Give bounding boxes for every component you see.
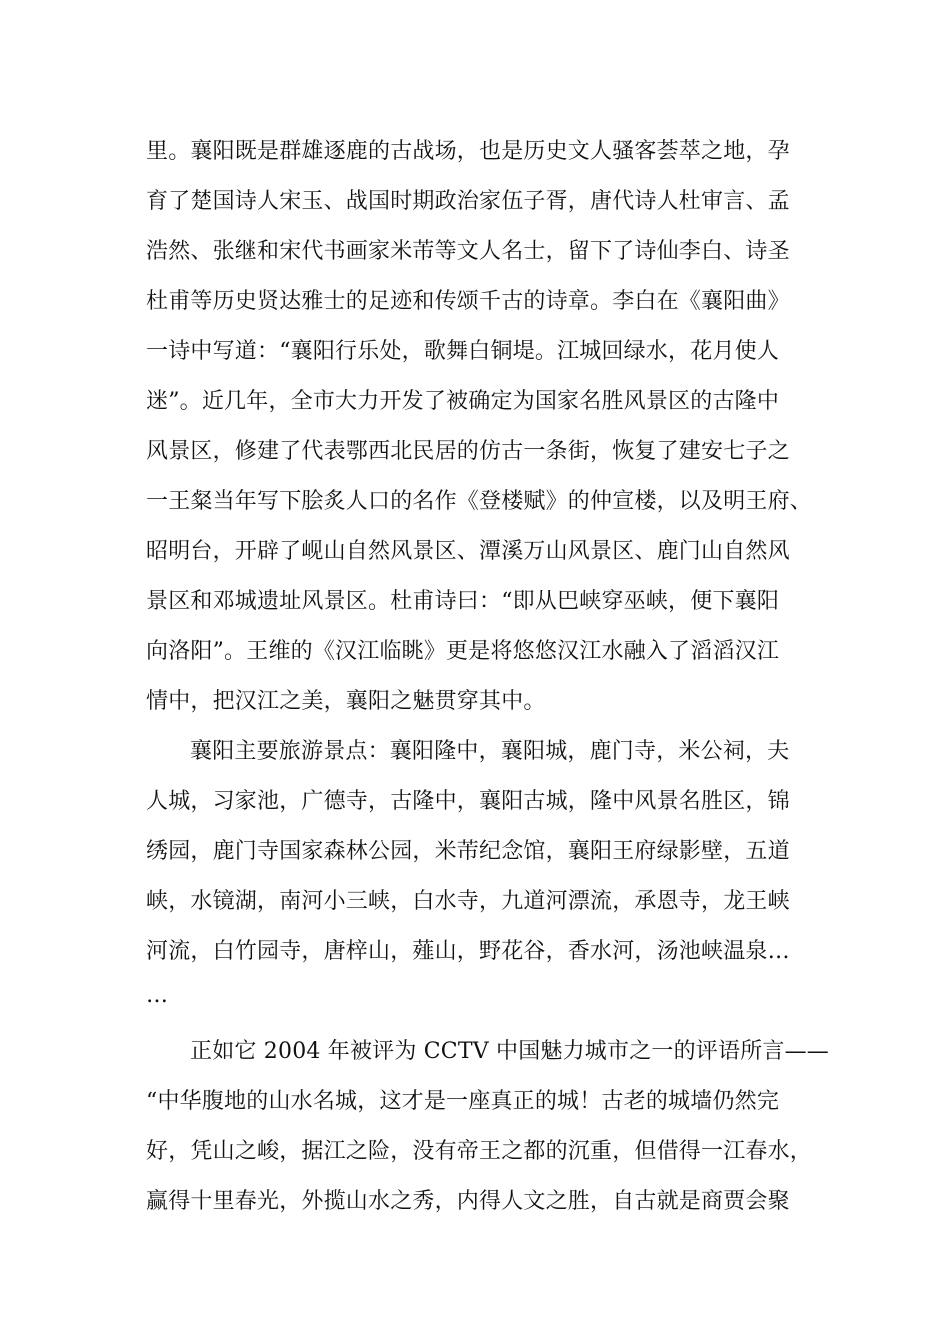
paragraph-first-line: 正如它 2004 年被评为 CCTV 中国魅力城市之一的评语所言—— — [190, 1039, 829, 1064]
text-line: 杜甫等历史贤达雅士的足迹和传颂千古的诗章。李白在《襄阳曲》 — [146, 289, 790, 314]
text-line: 赢得十里春光，外揽山水之秀，内得人文之胜，自古就是商贾会聚 — [146, 1189, 790, 1214]
text-line: 情中，把汉江之美，襄阳之魅贯穿其中。 — [146, 689, 546, 714]
text-line: 一诗中写道：“襄阳行乐处，歌舞白铜堤。江城回绿水，花月使人 — [146, 339, 780, 364]
text-line: 昭明台，开辟了岘山自然风景区、潭溪万山风景区、鹿门山自然风 — [146, 539, 790, 564]
text-line: 育了楚国诗人宋玉、战国时期政治家伍子胥，唐代诗人杜审言、孟 — [146, 189, 790, 214]
text-line: 景区和邓城遗址风景区。杜甫诗曰：“即从巴峡穿巫峡，便下襄阳 — [146, 589, 780, 614]
text-line: 好，凭山之峻，据江之险，没有帝王之都的沉重，但借得一江春水， — [146, 1139, 813, 1164]
text-line: 人城，习家池，广德寺，古隆中，襄阳古城，隆中风景名胜区，锦 — [146, 789, 790, 814]
text-line: 河流，白竹园寺，唐梓山，薤山，野花谷，香水河，汤池峡温泉… — [146, 939, 790, 964]
text-line: “中华腹地的山水名城，这才是一座真正的城！古老的城墙仍然完 — [146, 1089, 780, 1114]
text-line: 峡，水镜湖，南河小三峡，白水寺，九道河漂流，承恩寺，龙王峡 — [146, 889, 790, 914]
text-line: … — [146, 983, 169, 1008]
text-line: 向洛阳”。王维的《汉江临眺》更是将悠悠汉江水融入了滔滔汉江 — [146, 639, 780, 664]
text-line: 一王粲当年写下脍炙人口的名作《登楼赋》的仲宣楼，以及明王府、 — [146, 489, 813, 514]
text-line: 里。襄阳既是群雄逐鹿的古战场，也是历史文人骚客荟萃之地，孕 — [146, 139, 790, 164]
text-line: 绣园，鹿门寺国家森林公园，米芾纪念馆，襄阳王府绿影壁，五道 — [146, 839, 790, 864]
text-line: 迷”。近几年，全市大力开发了被确定为国家名胜风景区的古隆中 — [146, 389, 780, 414]
paragraph-first-line: 襄阳主要旅游景点：襄阳隆中，襄阳城，鹿门寺，米公祠，夫 — [190, 739, 790, 764]
text-line: 风景区，修建了代表鄂西北民居的仿古一条街，恢复了建安七子之 — [146, 439, 790, 464]
text-line: 浩然、张继和宋代书画家米芾等文人名士，留下了诗仙李白、诗圣 — [146, 239, 790, 264]
